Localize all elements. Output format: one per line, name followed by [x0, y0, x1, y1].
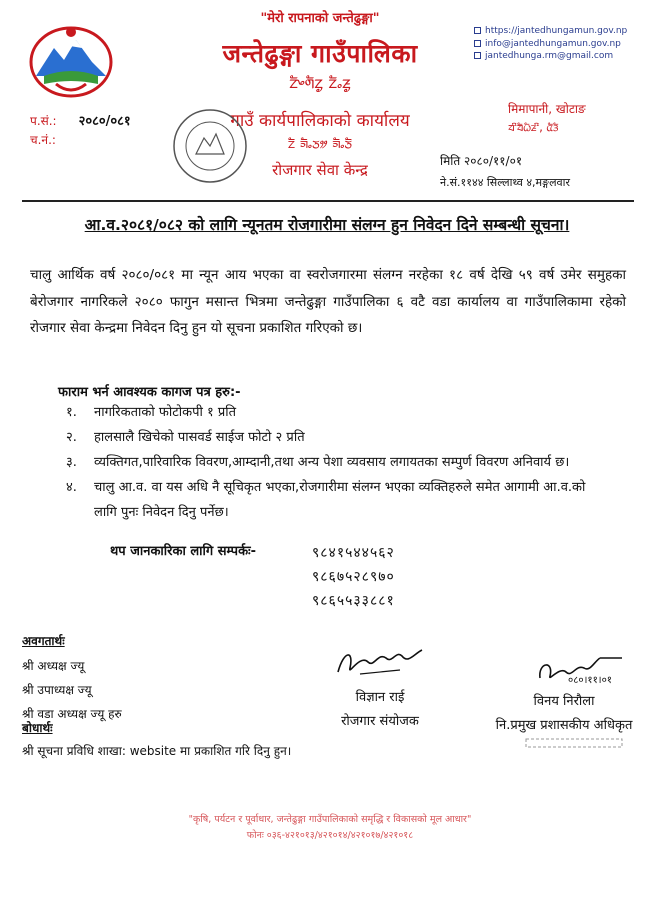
phone-number[interactable]: ९८६५५३३८८१	[312, 593, 395, 609]
stamp-icon	[524, 736, 624, 750]
signatory-title: रोजगार संयोजक	[341, 714, 419, 729]
list-item: ३. व्यक्तिगत,पारिवारिक विवरण,आम्दानी,तथा अन्य पेशा व्यवसाय लगायतका सम्पुर्ण विवरण अनिवार्य छ।	[66, 455, 570, 470]
org-name-limbu: ᤁᤠᤴᤛᤠᤁᤢ ᤁᤠᤱᤏᤢ	[289, 72, 351, 93]
contact-email-gmail[interactable]: jantedhunga.rm@gmail.com	[474, 51, 613, 61]
header-divider	[22, 200, 634, 202]
docs-list	[66, 400, 606, 525]
list-item: २. हालसालै खिचेको पासवर्ड साईज फोटो २ प्रति	[66, 430, 305, 445]
mail-icon	[474, 52, 481, 59]
action-text: श्री सूचना प्रविधि शाखा: website मा प्रकाशित गरि दिनु हुन।	[22, 744, 292, 758]
ref-label: प.सं.:	[30, 114, 57, 128]
address-limbu: ᤔᤡᤔᤠᤐᤠᤏᤡ, ᤂᤠᤋᤠ	[508, 120, 559, 134]
signature-date: ०८०।११।०१	[568, 675, 612, 686]
letter-date: मिति २०८०/११/०१	[440, 154, 523, 168]
dispatch-label: च.नं.:	[30, 133, 56, 147]
address: मिमापानी, खोटाङ	[508, 102, 586, 116]
subject-title: आ.व.२०८१/०८२ को लागि न्यूनतम रोजगारीमा संलग्न हुन निवेदन दिने सम्बन्धी सूचना।	[84, 216, 570, 234]
nepal-emblem-icon	[26, 22, 116, 100]
footer-slogan: "कृषि, पर्यटन र पूर्वाधार, जन्तेढुङ्गा गाउँपालिकाको समृद्धि र विकासको मूल आधार"	[188, 814, 472, 825]
contact-website[interactable]: https://jantedhungamun.gov.np	[474, 26, 627, 36]
reference-block	[30, 112, 131, 149]
signatory-name: विनय निरौला	[533, 694, 595, 709]
letter-date-nepal-sambat: ने.सं.११४४ सिल्लाथ्व ४,मङ्गलवार	[440, 176, 571, 189]
phone-list	[312, 541, 395, 613]
address-block	[508, 100, 586, 136]
list-item: श्री उपाध्यक्ष ज्यू	[22, 683, 92, 697]
ref-value: २०८०/०८१	[78, 114, 131, 129]
globe-icon	[474, 27, 481, 34]
signature-icon	[330, 644, 426, 682]
list-item: श्री वडा अध्यक्ष ज्यू हरु	[22, 707, 122, 721]
list-item: ४. चालु आ.व. वा यस अधि नै सूचिकृत भएका,रोजगारीमा संलग्न भएका व्यक्तिहरुले समेत आगामी आ.व.को लागि पुनः निवेदन दिनु पर्नेछ।	[66, 480, 586, 520]
header-slogan: "मेरो रापनाको जन्तेढुङ्गा"	[260, 11, 380, 26]
list-item: श्री अध्यक्ष ज्यू	[22, 659, 85, 673]
mail-icon	[474, 40, 481, 47]
docs-heading: फाराम भर्न आवश्यक कागज पत्र हरु:-	[58, 385, 241, 400]
notice-body: चालु आर्थिक वर्ष २०८०/०८१ मा न्यून आय भएका वा स्वरोजगारमा संलग्न नरहेका १८ वर्ष देखि ५९ वर्ष उमेर समुहका बेरोजगार नागरिकले २०८० फागुन मसान्त भित्रमा जन्तेढुङ्गा गाउँपालिका ६ वटै वडा कार्यालय वा गाउँपालिकामा रहेको रोजगार सेवा केन्द्रमा निवेदन दिनु हुन यो सूचना प्रकाशित गरिएको छ।	[30, 267, 626, 336]
info-heading: अवगतार्थः	[22, 634, 65, 648]
office-seal-icon	[170, 106, 250, 186]
phone-number[interactable]: ९८४१५४४५६२	[312, 545, 395, 561]
signatory-title: नि.प्रमुख प्रशासकीय अधिकृत	[495, 718, 633, 733]
signatory-name: विज्ञान राई	[355, 690, 405, 705]
info-list	[22, 654, 122, 726]
phone-number[interactable]: ९८६७५२८९७०	[312, 569, 395, 585]
date-block	[440, 150, 570, 194]
signatory-2	[484, 690, 644, 738]
org-name: जन्तेढुङ्गा गाउँपालिका	[222, 39, 418, 68]
office-name: गाउँ कार्यपालिकाको कार्यालय	[230, 111, 410, 131]
office-name-limbu: ᤁᤠ ᤈᤠᤱᤍᤤ ᤈᤠᤱᤍᤠ	[287, 134, 353, 152]
list-item: १. नागरिकताको फोटोकपी १ प्रति	[66, 405, 237, 420]
contact-label: थप जानकारिका लागि सम्पर्कः-	[110, 544, 257, 559]
contact-email-info[interactable]: info@jantedhungamun.gov.np	[474, 39, 621, 49]
service-center-name: रोजगार सेवा केन्द्र	[272, 161, 368, 179]
action-heading: बोधार्थः	[22, 721, 53, 735]
signatory-1	[320, 686, 440, 734]
footer-phone: फोनः ०३६-४२१०१३/४२१०१४/४२१०१७/४२१०१८	[246, 830, 414, 841]
